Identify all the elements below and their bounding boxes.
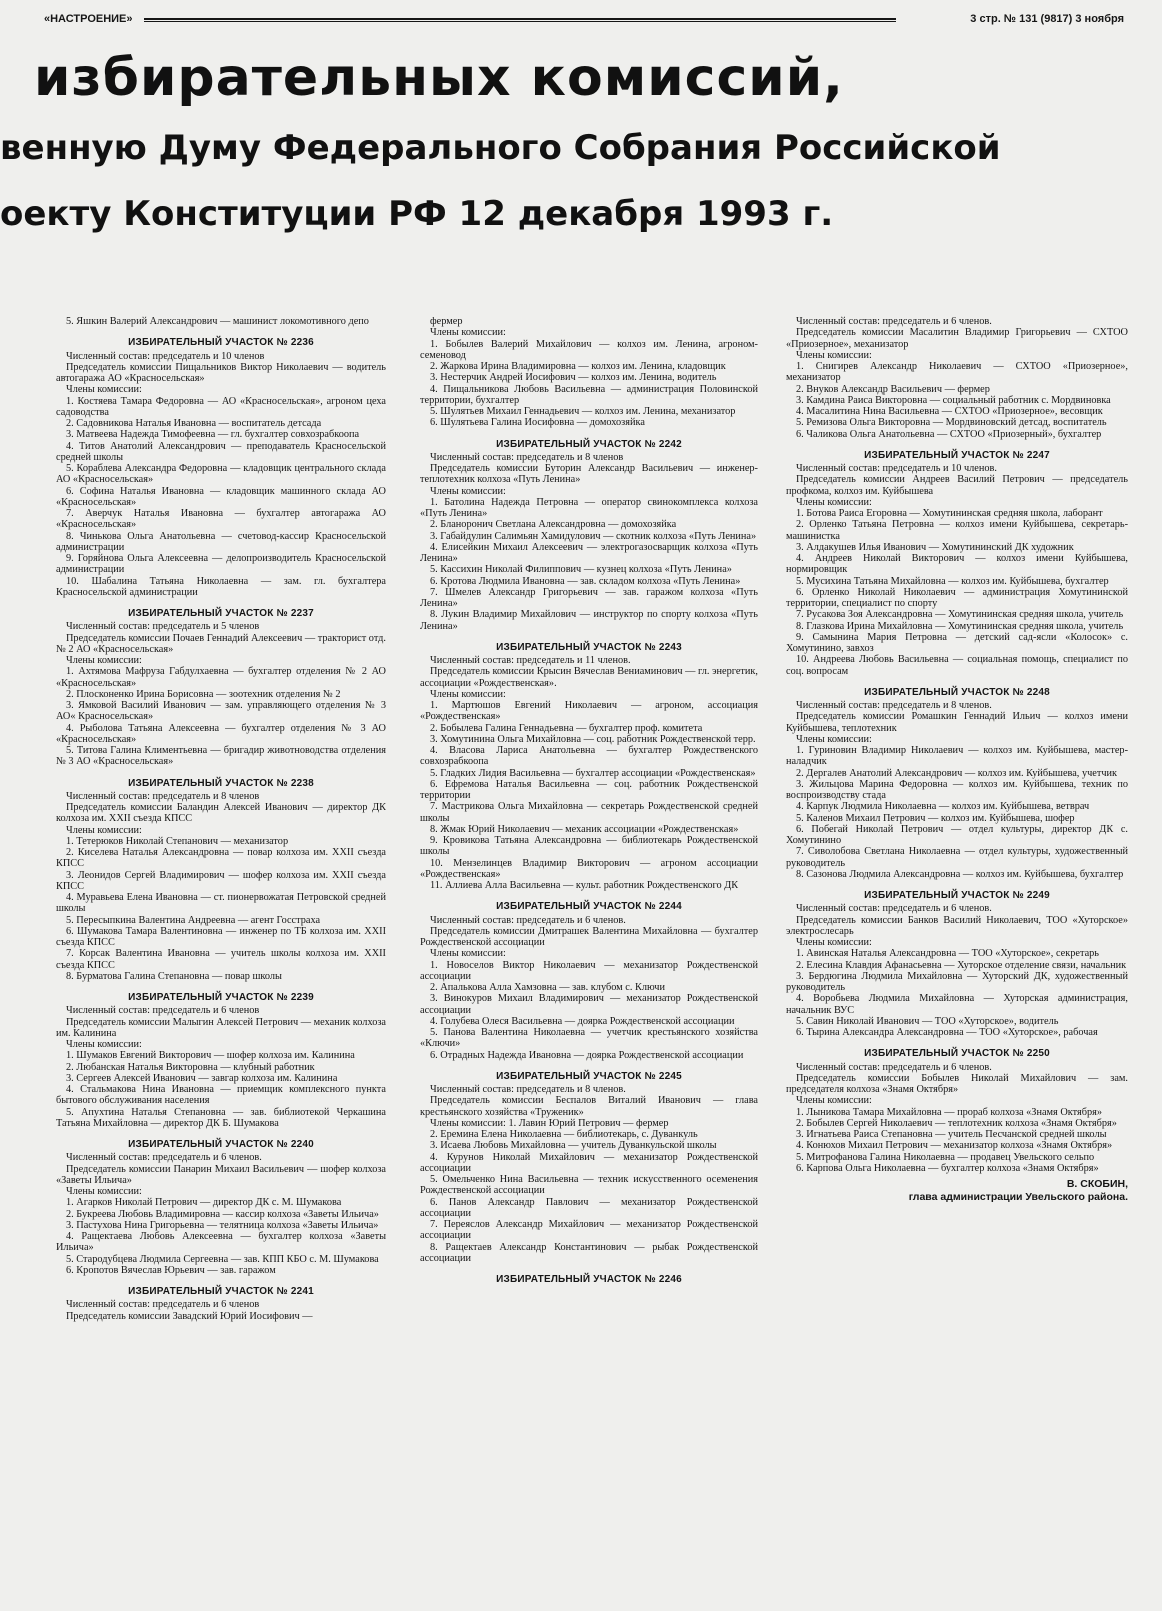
list-item: Численный состав: председатель и 6 членов xyxy=(66,1299,260,1311)
list-item: 4. Пищальникова Любовь Васильевна — администрация Половинской территории, бухгалтер xyxy=(420,383,758,406)
list-item: 4. Ращектаева Любовь Алексеевна — бухгалтер колхоза «Заветы Ильича» xyxy=(56,1231,386,1254)
list-item: 4. Елисейкин Михаил Алексеевич — электрогазосварщик колхоза «Путь Ленина» xyxy=(420,541,758,564)
list-item: Председатель комиссии Почаев Геннадий Алексеевич — тракторист отд. № 2 АО «Красносельская» xyxy=(56,632,386,655)
list-item: 3. Игнатьева Раиса Степановна — учитель Песчанской средней школы xyxy=(796,1129,1107,1140)
list-item: 7. Шмелев Александр Григорьевич — зав. гаражом колхоза «Путь Ленина» xyxy=(420,586,758,609)
list-item: 7. Мастрикова Ольга Михайловна — секретарь Рождественской средней школы xyxy=(420,801,758,824)
list-item: 6. Побегай Николай Петрович — отдел культуры, директор ДК с. Хомутинино xyxy=(786,823,1128,846)
list-item: 4. Воробьева Людмила Михайловна — Хуторская администрация, начальник ВУС xyxy=(786,993,1128,1016)
precinct-heading: ИЗБИРАТЕЛЬНЫЙ УЧАСТОК № 2238 xyxy=(128,777,314,789)
list-item: 5. Мусихина Татьяна Михайловна — колхоз им. Куйбышева, бухгалтер xyxy=(796,575,1109,587)
list-item: 5. Стародубцева Людмила Сергеевна — зав. КПП КБО с. М. Шумакова xyxy=(66,1253,379,1265)
list-item: 5. Апухтина Наталья Степановна — зав. библиотекой Черкашина Татьяна Михайловна — директор ДК Б. Шумакова xyxy=(56,1106,386,1129)
list-item: Члены комиссии: xyxy=(66,824,142,836)
list-item: 3. Пастухова Нина Григорьевна — телятница колхоза «Заветы Ильича» xyxy=(66,1219,379,1231)
list-item: 5. Кассихин Николай Филиппович — кузнец колхоза «Путь Ленина» xyxy=(430,564,732,576)
list-item: 2. Дергалев Анатолий Александрович — колхоз им. Куйбышева, учетчик xyxy=(796,767,1118,779)
list-item: 3. Алдакушев Илья Иванович — Хомутининский ДК художник xyxy=(796,541,1074,553)
list-item: 2. Елесина Клавдия Афанасьевна — Хуторское отделение связи, начальник xyxy=(796,959,1127,971)
list-item: 3. Сергеев Алексей Иванович — завгар колхоза им. Калинина xyxy=(66,1072,338,1084)
list-item: 5. Савин Николай Иванович — ТОО «Хуторское», водитель xyxy=(796,1015,1059,1027)
list-item: Председатель комиссии Крысин Вячеслав Вениаминович — гл. энергетик, ассоциации «Рождественская». xyxy=(420,666,758,689)
list-item: 3. Матвеева Надежда Тимофеевна — гл. бухгалтер совхозрабкоопа xyxy=(66,429,360,441)
list-item: Численный состав: председатель и 6 членов. xyxy=(796,1061,992,1073)
page-header xyxy=(44,10,1124,30)
list-item: 6. Чаликова Ольга Анатольевна — СХТОО «Приозерный», бухгалтер xyxy=(796,428,1102,440)
precinct-heading: ИЗБИРАТЕЛЬНЫЙ УЧАСТОК № 2246 xyxy=(496,1274,682,1285)
list-item: фермер xyxy=(430,316,463,327)
list-item: 1. Батолина Надежда Петровна — оператор свинокомплекса колхоза «Путь Ленина» xyxy=(420,496,758,519)
list-item: Председатель комиссии Пищальников Виктор Николаевич — водитель автогаража АО «Красносельская» xyxy=(56,361,386,384)
list-item: Члены комиссии: xyxy=(430,485,506,497)
list-item: 7. Аверчук Наталья Ивановна — бухгалтер автогаража АО «Красносельская» xyxy=(56,508,386,531)
list-item: 9. Самынина Мария Петровна — детский сад-ясли «Колосок» с. Хомутинино, завхоз xyxy=(786,631,1128,654)
list-item: 4. Рыболова Татьяна Алексеевна — бухгалтер отделения № 3 АО «Красносельская» xyxy=(56,722,386,745)
list-item: 4. Курунов Николай Михайлович — механизатор Рождественской ассоциации xyxy=(420,1151,758,1174)
precinct-heading: ИЗБИРАТЕЛЬНЫЙ УЧАСТОК № 2240 xyxy=(128,1139,314,1150)
list-item: 8. Чинькова Ольга Анатольевна — счетовод-кассир Красносельской администрации xyxy=(56,530,386,553)
list-item: Председатель комиссии Ромашкин Геннадий Ильич — колхоз имени Куйбышева, теплотехник xyxy=(786,711,1128,734)
list-item: 9. Кровикова Татьяна Александровна — библиотекарь Рождественской школы xyxy=(420,835,758,858)
list-item: 7. Сиволобова Светлана Николаевна — отдел культуры, художественный руководитель xyxy=(786,846,1128,869)
precinct-heading: ИЗБИРАТЕЛЬНЫЙ УЧАСТОК № 2242 xyxy=(496,438,682,450)
list-item: Члены комиссии: 1. Лавин Юрий Петрович — фермер xyxy=(430,1117,669,1129)
list-item: 2. Жаркова Ирина Владимировна — колхоз им. Ленина, кладовщик xyxy=(430,361,726,372)
list-item: 6. Шулятьева Галина Иосифовна — домохозяйка xyxy=(430,417,645,429)
text-column-1 xyxy=(56,316,386,1592)
list-item: Председатель комиссии Баландин Алексей Иванович — директор ДК колхоза им. XXII съезда КПСС xyxy=(56,802,386,825)
list-item: 2. Бобылев Сергей Николаевич — теплотехник колхоза «Знамя Октября» xyxy=(796,1117,1117,1129)
list-item: 1. Костяева Тамара Федоровна — АО «Красносельская», агроном цеха садоводства xyxy=(56,395,386,418)
list-item: Члены комиссии: xyxy=(796,496,872,508)
list-item: 1. Шумаков Евгений Викторович — шофер колхоза им. Калинина xyxy=(66,1050,355,1062)
list-item: 5. Ремизова Ольга Викторовна — Мордвиновский детсад, воспитатель xyxy=(796,417,1107,429)
list-item: 2. Плосконенко Ирина Борисовна — зоотехник отделения № 2 xyxy=(66,688,341,700)
list-item: Председатель комиссии Беспалов Виталий Иванович — глава крестьянского хозяйства «Труженик» xyxy=(420,1095,758,1118)
list-item: Председатель комиссии Завадский Юрий Иосифович — xyxy=(66,1310,313,1322)
precinct-heading: ИЗБИРАТЕЛЬНЫЙ УЧАСТОК № 2241 xyxy=(128,1286,314,1297)
list-item: 1. Ботова Раиса Егоровна — Хомутининская средняя школа, лаборант xyxy=(796,508,1103,519)
list-item: 6. Тырина Александра Александровна — ТОО «Хуторское», рабочая xyxy=(796,1027,1098,1038)
list-item: 1. Лыникова Тамара Михайловна — прораб колхоза «Знамя Октября» xyxy=(796,1106,1103,1118)
list-item: Председатель комиссии Дмитрашек Валентина Михайловна — бухгалтер Рождественской ассоциации xyxy=(420,925,758,948)
list-item: Численный состав: председатель и 8 членов. xyxy=(430,1084,626,1095)
text-column-3 xyxy=(786,316,1128,1592)
precinct-heading: ИЗБИРАТЕЛЬНЫЙ УЧАСТОК № 2244 xyxy=(496,901,682,913)
list-item: 5. Шулятьев Михаил Геннадьевич — колхоз им. Ленина, механизатор xyxy=(430,406,736,417)
list-item: 5. Гладких Лидия Васильевна — бухгалтер ассоциации «Рождественская» xyxy=(430,767,756,779)
list-item: Численный состав: председатель и 8 членов xyxy=(430,451,624,463)
list-item: Численный состав: председатель и 6 членов. xyxy=(430,914,626,926)
signature-name: В. СКОБИН, xyxy=(1066,1178,1128,1190)
list-item: 5. Митрофанова Галина Николаевна — продавец Увельского сельпо xyxy=(796,1151,1095,1163)
list-item: 11. Аллиева Алла Васильевна — культ. работник Рождественского ДК xyxy=(430,880,739,891)
list-item: Члены комиссии: xyxy=(796,937,872,948)
list-item: 8. Ращектаев Александр Константинович — рыбак Рождественской ассоциации xyxy=(420,1241,758,1264)
list-item: 2. Бланоронич Светлана Александровна — домохозяйка xyxy=(430,519,677,531)
list-item: Численный состав: председатель и 10 членов xyxy=(66,350,265,362)
signature-block xyxy=(786,1178,1128,1204)
text-column-2 xyxy=(420,316,758,1592)
list-item: 4. Конюхов Михаил Петрович — механизатор колхоза «Знамя Октября» xyxy=(796,1140,1113,1152)
list-item: 5. Пересыпкина Валентина Андреевна — агент Госстраха xyxy=(66,914,321,926)
list-item: Члены комиссии: xyxy=(796,733,872,745)
list-item: 6. Шумакова Тамара Валентиновна — инженер по ТБ колхоза им. XXII съезда КПСС xyxy=(56,925,386,948)
list-item: 3. Исаева Любовь Михайловна — учитель Дуванкульской школы xyxy=(430,1140,717,1152)
list-item: 2. Киселева Наталья Александровна — повар колхоза им. XXII съезда КПСС xyxy=(56,847,386,870)
list-item: 6. Панов Александр Павлович — механизатор Рождественской ассоциации xyxy=(420,1196,758,1219)
list-item: Председатель комиссии Масалитин Владимир Григорьевич — СХТОО «Приозерное», механизатор xyxy=(786,327,1128,350)
list-item: 8. Глазкова Ирина Михайловна — Хомутининская средняя школа, учитель xyxy=(796,620,1124,632)
list-item: 1. Бобылев Валерий Михайлович — колхоз им. Ленина, агроном-семеновод xyxy=(420,338,758,361)
list-item: 5. Кораблева Александра Федоровна — кладовщик центрального склада АО «Красносельская» xyxy=(56,463,386,486)
list-item: 10. Андреева Любовь Васильевна — социальная помощь, специалист по соц. вопросам xyxy=(786,654,1128,677)
list-item: 6. Карпова Ольга Николаевна — бухгалтер колхоза «Знамя Октября» xyxy=(796,1162,1099,1174)
list-item: 10. Мензелинцев Владимир Викторович — агроном ассоциации «Рождественская» xyxy=(420,857,758,880)
list-item: 4. Андреев Николай Викторович — колхоз имени Куйбышева, нормировщик xyxy=(786,553,1128,576)
list-item: Члены комиссии: xyxy=(66,1186,142,1197)
list-item: 4. Муравьева Елена Ивановна — ст. пионервожатая Петровской средней школы xyxy=(56,892,386,915)
list-item: 8. Сазонова Людмила Александровна — колхоз им. Куйбышева, бухгалтер xyxy=(796,868,1124,880)
list-item: 6. Ефремова Наталья Васильевна — соц. работник Рождественской территории xyxy=(420,778,758,801)
list-item: 2. Орленко Татьяна Петровна — колхоз имени Куйбышева, секретарь-машинистка xyxy=(786,519,1128,542)
precinct-heading: ИЗБИРАТЕЛЬНЫЙ УЧАСТОК № 2239 xyxy=(128,992,314,1003)
list-item: 3. Нестерчик Андрей Иосифович — колхоз им. Ленина, водитель xyxy=(430,372,717,384)
list-item: 1. Авинская Наталья Александровна — ТОО «Хуторское», секретарь xyxy=(796,948,1099,960)
list-item: Председатель комиссии Бобылев Николай Михайлович — зам. председателя колхоза «Знамя Октября» xyxy=(786,1072,1128,1095)
list-item: Члены комиссии: xyxy=(66,384,142,396)
list-item: 7. Корсак Валентина Ивановна — учитель школы колхоза им. XXII съезда КПСС xyxy=(56,948,386,971)
headline-line-1: избирательных комиссий, xyxy=(34,48,844,108)
list-item: 2. Букреева Любовь Владимировна — кассир колхоза «Заветы Ильича» xyxy=(66,1208,379,1220)
list-item: 8. Жмак Юрий Николаевич — механик ассоциации «Рождественская» xyxy=(430,823,739,835)
list-item: 6. Софина Наталья Ивановна — кладовщик машинного склада АО «Красносельская» xyxy=(56,485,386,508)
list-item: 7. Русакова Зоя Александровна — Хомутининская средняя школа, учитель xyxy=(796,609,1124,621)
list-item: Председатель комиссии Банков Василий Николаевич, ТОО «Хуторское» электрослесарь xyxy=(786,914,1128,937)
list-item: 6. Орленко Николай Николаевич — администрация Хомутининской территории, специалист по спорту xyxy=(786,586,1128,609)
precinct-heading: ИЗБИРАТЕЛЬНЫЙ УЧАСТОК № 2237 xyxy=(128,608,314,619)
list-item: 1. Тетерюков Николай Степанович — механизатор xyxy=(66,835,289,847)
list-item: 1. Ахтямова Мафруза Габдулхаевна — бухгалтер отделения № 2 АО «Красносельская» xyxy=(56,666,386,689)
list-item: 1. Гуриновин Владимир Николаевич — колхоз им. Куйбышева, мастер-наладчик xyxy=(786,745,1128,768)
list-item: 3. Ямковой Василий Иванович — зам. управляющего отделения № 3 АО« Красносельская» xyxy=(56,700,386,723)
list-item: 4. Голубева Олеся Васильевна — доярка Рождественской ассоциации xyxy=(430,1015,735,1027)
list-item: 2. Апалькова Алла Хамзовна — зав. клубом с. Ключи xyxy=(430,982,665,993)
list-item: Численный состав: председатель и 11 членов. xyxy=(430,655,631,666)
list-item: Председатель комиссии Малыгин Алексей Петрович — механик колхоза им. Калинина xyxy=(56,1016,386,1039)
list-item: 5. Яшкин Валерий Александрович — машинист локомотивного депо xyxy=(66,316,369,327)
precinct-heading: ИЗБИРАТЕЛЬНЫЙ УЧАСТОК № 2250 xyxy=(864,1048,1050,1060)
list-item: Численный состав: председатель и 8 членов. xyxy=(796,700,992,711)
list-item: 10. Шабалина Татьяна Николаевна — зам. гл. бухгалтера Красносельской администрации xyxy=(56,575,386,598)
signature-position: глава администрации Увельского района. xyxy=(908,1191,1128,1203)
list-item: 4. Титов Анатолий Александрович — преподаватель Красносельской средней школы xyxy=(56,440,386,463)
list-item: 1. Агарков Николай Петрович — директор ДК с. М. Шумакова xyxy=(66,1197,342,1209)
list-item: 4. Стальмакова Нина Ивановна — приемщик комплексного пункта бытового обслуживания населения xyxy=(56,1084,386,1107)
list-item: Члены комиссии: xyxy=(430,327,506,339)
precinct-heading: ИЗБИРАТЕЛЬНЫЙ УЧАСТОК № 2245 xyxy=(496,1070,682,1082)
list-item: 8. Бурматова Галина Степановна — повар школы xyxy=(66,970,282,982)
list-item: 3. Бердюгина Людмила Михайловна — Хуторский ДК, художественный руководитель xyxy=(786,970,1128,993)
list-item: 5. Титова Галина Климентьевна — бригадир животноводства отделения № 3 АО «Красносельская» xyxy=(56,745,386,768)
list-item: 1. Мартюшов Евгений Николаевич — агроном, ассоциация «Рождественская» xyxy=(420,700,758,723)
list-item: 1. Новоселов Виктор Николаевич — механизатор Рождественской ассоциации xyxy=(420,959,758,982)
list-item: 2. Садовникова Наталья Ивановна — воспитатель детсада xyxy=(66,418,322,429)
list-item: Численный состав: председатель и 8 членов xyxy=(66,790,260,802)
precinct-heading: ИЗБИРАТЕЛЬНЫЙ УЧАСТОК № 2247 xyxy=(864,449,1050,461)
list-item: 3. Хомутинина Ольга Михайловна — соц. работник Рождественской терр. xyxy=(430,733,756,745)
list-item: 4. Власова Лариса Анатольевна — бухгалтер Рождественского совхозрабкоопа xyxy=(420,745,758,768)
list-item: 5. Панова Валентина Николаевна — учетчик крестьянского хозяйства «Ключи» xyxy=(420,1027,758,1050)
list-item: Председатель комиссии Андреев Василий Петрович — председатель профкома, колхоз им. Куйбышева xyxy=(786,474,1128,497)
list-item: 6. Отрадных Надежда Ивановна — доярка Рождественской ассоциации xyxy=(430,1049,744,1061)
list-item: 3. Винокуров Михаил Владимирович — механизатор Рождественской ассоциации xyxy=(420,993,758,1016)
list-item: 2. Бобылева Галина Геннадьевна — бухгалтер проф. комитета xyxy=(430,722,703,734)
list-item: Численный состав: председатель и 6 членов. xyxy=(796,316,992,327)
list-item: Численный состав: председатель и 10 членов. xyxy=(796,463,997,474)
list-item: 4. Масалитина Нина Васильевна — СХТОО «Приозерное», весовщик xyxy=(796,406,1103,417)
list-item: 3. Жильцова Марина Федоровна — колхоз им. Куйбышева, техник по воспроизводству стада xyxy=(786,778,1128,801)
precinct-heading: ИЗБИРАТЕЛЬНЫЙ УЧАСТОК № 2236 xyxy=(128,337,314,349)
headline-line-2: венную Думу Федерального Собрания Российской xyxy=(0,128,1001,168)
list-item: 2. Еремина Елена Николаевна — библиотекарь, с. Дуванкуль xyxy=(430,1129,698,1140)
list-item: 9. Горяйнова Ольга Алексеевна — делопроизводитель Красносельской администрации xyxy=(56,553,386,576)
list-item: 5. Омельченко Нина Васильевна — техник искусственного осеменения Рождественской ассоциации xyxy=(420,1174,758,1197)
precinct-heading: ИЗБИРАТЕЛЬНЫЙ УЧАСТОК № 2249 xyxy=(864,890,1050,901)
precinct-heading: ИЗБИРАТЕЛЬНЫЙ УЧАСТОК № 2248 xyxy=(864,686,1050,698)
list-item: Члены комиссии: xyxy=(66,1039,142,1050)
list-item: 3. Леонидов Сергей Владимирович — шофер колхоза им. XXII съезда КПСС xyxy=(56,869,386,892)
precinct-heading: ИЗБИРАТЕЛЬНЫЙ УЧАСТОК № 2243 xyxy=(496,641,682,653)
publication-name: «НАСТРОЕНИЕ» xyxy=(44,13,133,25)
list-item: Члены комиссии: xyxy=(796,349,872,361)
list-item: Члены комиссии: xyxy=(66,655,142,666)
list-item: 2. Любанская Наталья Викторовна — клубный работник xyxy=(66,1061,315,1073)
list-item: Численный состав: председатель и 6 членов. xyxy=(66,1152,262,1164)
list-item: 6. Кротова Людмила Ивановна — зав. складом колхоза «Путь Ленина» xyxy=(430,575,741,587)
list-item: 8. Лукин Владимир Михайлович — инструктор по спорту колхоза «Путь Ленина» xyxy=(420,609,758,632)
list-item: Численный состав: председатель и 5 членов xyxy=(66,621,260,633)
list-item: Члены комиссии: xyxy=(430,948,506,960)
list-item: 1. Снигирев Александр Николаевич — СХТОО «Приозерное», механизатор xyxy=(786,361,1128,384)
list-item: 2. Внуков Александр Васильевич — фермер xyxy=(796,383,990,395)
list-item: 4. Карпук Людмила Николаевна — колхоз им. Куйбышева, ветврач xyxy=(796,801,1090,813)
issue-info: 3 стр. № 131 (9817) 3 ноября xyxy=(970,13,1124,25)
list-item: Численный состав: председатель и 6 членов xyxy=(66,1005,260,1017)
list-item: 6. Кропотов Вячеслав Юрьевич — зав. гаражом xyxy=(66,1264,276,1276)
list-item: 5. Каленов Михаил Петрович — колхоз им. Куйбышева, шофер xyxy=(796,812,1075,824)
list-item: Члены комиссии: xyxy=(796,1095,872,1107)
list-item: 3. Камдина Раиса Викторовна — социальный работник с. Мордвиновка xyxy=(796,394,1111,406)
list-item: Численный состав: председатель и 6 членов. xyxy=(796,903,992,915)
list-item: Председатель комиссии Буторин Александр Васильевич — инженер-теплотехник колхоза «Путь Ленина» xyxy=(420,463,758,486)
headline-line-3: оекту Конституции РФ 12 декабря 1993 г. xyxy=(0,194,834,234)
list-item: Члены комиссии: xyxy=(430,688,506,700)
header-rule xyxy=(144,18,896,22)
list-item: 3. Габайдулин Салимьян Хамидулович — скотник колхоза «Путь Ленина» xyxy=(430,530,757,542)
list-item: 7. Переяслов Александр Михайлович — механизатор Рождественской ассоциации xyxy=(420,1219,758,1242)
list-item: Председатель комиссии Панарин Михаил Васильевич — шофер колхоза «Заветы Ильича» xyxy=(56,1163,386,1186)
